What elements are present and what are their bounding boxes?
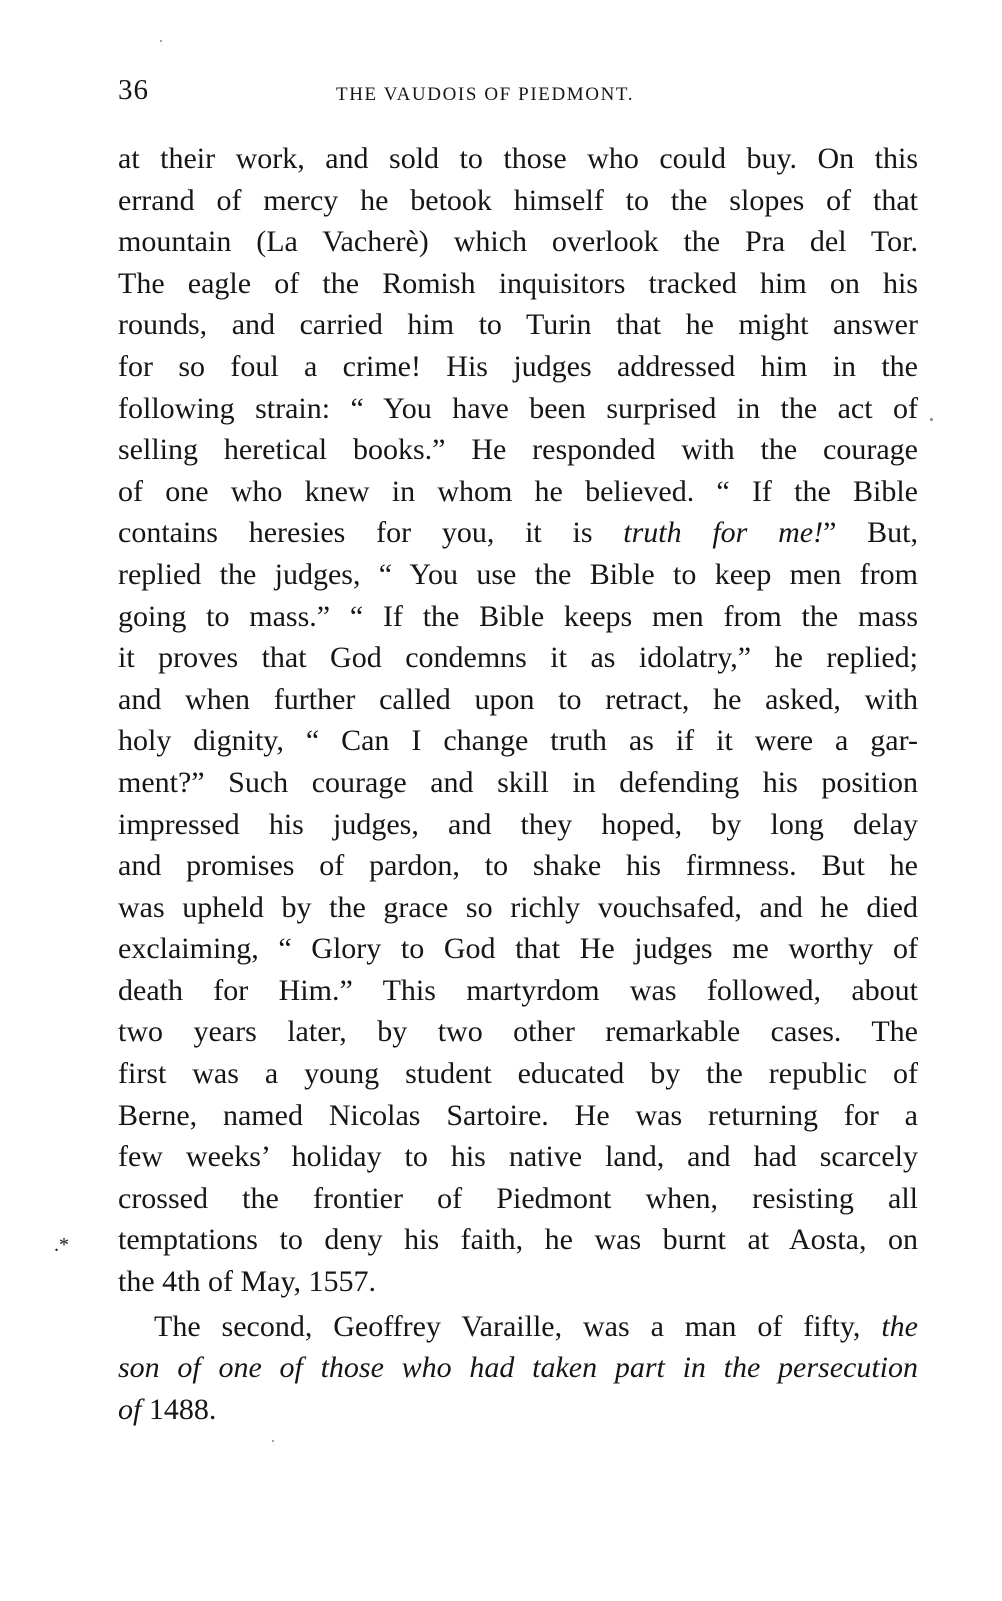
- text-line: errand of mercy he betook himself to the slopes of that: [118, 183, 918, 217]
- text-line: following strain: “ You have been surprised in the act of: [118, 391, 918, 425]
- text-line: selling heretical books.” He responded with the courage: [118, 433, 918, 467]
- text-line: ment?” Such courage and skill in defending his position: [118, 765, 918, 799]
- text-line: few weeks’ holiday to his native land, and had scarcely: [118, 1140, 918, 1174]
- body-text: [118, 138, 918, 1430]
- text-line: holy dignity, “ Can I change truth as if it were a gar-: [118, 724, 918, 758]
- text-line: and promises of pardon, to shake his firmness. But he: [118, 849, 918, 883]
- paragraph-2: [118, 1306, 918, 1431]
- page-header: [118, 74, 918, 118]
- text-line: The eagle of the Romish inquisitors tracked him on his: [118, 266, 918, 300]
- text-line: going to mass.” “ If the Bible keeps men from the mass: [118, 599, 918, 633]
- text-line: impressed his judges, and they hoped, by long delay: [118, 807, 918, 841]
- text-line: first was a young student educated by the republic of: [118, 1057, 918, 1091]
- text-line: it proves that God condemns it as idolatry,” he replied;: [118, 641, 918, 675]
- text-line: the 4th of May, 1557.: [118, 1265, 377, 1299]
- text-line: and when further called upon to retract, he asked, with: [118, 682, 918, 716]
- ink-speck: [160, 40, 162, 42]
- text-line: at their work, and sold to those who could buy. On this: [118, 142, 918, 175]
- text-line: temptations to deny his faith, he was burnt at Aosta, on: [118, 1223, 918, 1257]
- text-line: Berne, named Nicolas Sartoire. He was returning for a: [118, 1098, 918, 1132]
- ink-speck: [272, 1440, 274, 1442]
- text-line: exclaiming, “ Glory to God that He judges me worthy of: [118, 932, 918, 966]
- text-line: contains heresies for you, it is truth for me!” But,: [118, 516, 918, 550]
- text-line: mountain (La Vacherè) which overlook the Pra del Tor.: [118, 225, 918, 259]
- text-line: The second, Geoffrey Varaille, was a man of fifty, the: [154, 1309, 918, 1343]
- text-line: son of one of those who had taken part in the persecution: [118, 1351, 918, 1385]
- running-title: THE VAUDOIS OF PIEDMONT.: [336, 84, 635, 105]
- paragraph-1: [118, 138, 918, 1303]
- text-line: two years later, by two other remarkable cases. The: [118, 1015, 918, 1049]
- text-line: of 1488.: [118, 1392, 217, 1426]
- ink-speck: [930, 418, 933, 421]
- text-line: for so foul a crime! His judges addressed him in the: [118, 349, 918, 383]
- text-line: death for Him.” This martyrdom was followed, about: [118, 973, 918, 1007]
- text-line: was upheld by the grace so richly vouchsafed, and he died: [118, 890, 918, 924]
- text-line: replied the judges, “ You use the Bible to keep men from: [118, 557, 918, 591]
- text-line: crossed the frontier of Piedmont when, resisting all: [118, 1181, 918, 1215]
- page-number: 36: [118, 74, 149, 106]
- margin-mark: .*: [54, 1234, 69, 1256]
- text-line: rounds, and carried him to Turin that he might answer: [118, 308, 918, 342]
- text-line: of one who knew in whom he believed. “ If the Bible: [118, 474, 918, 508]
